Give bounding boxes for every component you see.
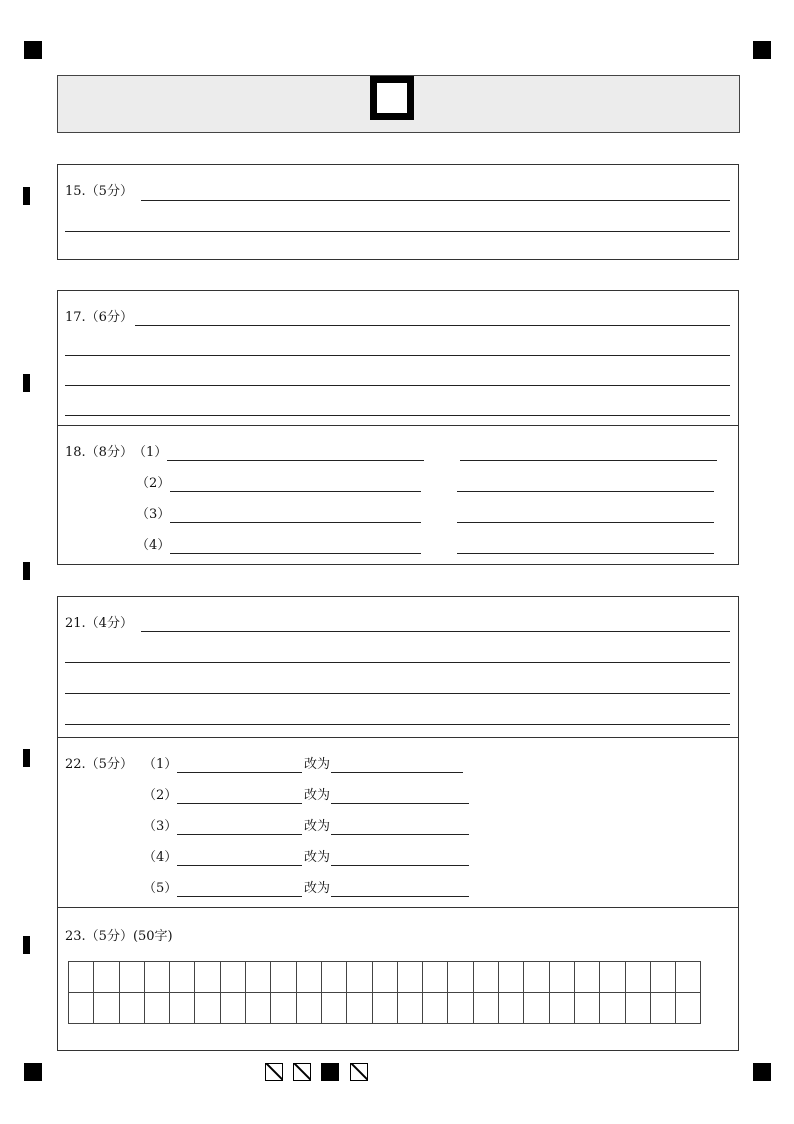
grid-cell[interactable] xyxy=(575,993,600,1024)
answer-line[interactable] xyxy=(177,803,302,804)
question-15-box xyxy=(57,164,739,260)
grid-cell[interactable] xyxy=(474,993,499,1024)
item-number: （2） xyxy=(136,476,171,491)
grid-cell[interactable] xyxy=(550,993,575,1024)
change-to-label: 改为 xyxy=(304,757,331,772)
answer-line[interactable] xyxy=(331,803,469,804)
answer-line[interactable] xyxy=(177,865,302,866)
question-22-label: 22.（5分） xyxy=(65,757,133,772)
item-number: （4） xyxy=(136,538,171,553)
grid-cell[interactable] xyxy=(626,993,651,1024)
answer-line[interactable] xyxy=(65,724,730,725)
grid-cell[interactable] xyxy=(170,993,195,1024)
item-number: （2） xyxy=(143,788,178,803)
answer-line[interactable] xyxy=(170,553,421,554)
answer-line[interactable] xyxy=(331,772,463,773)
filled-square-mark xyxy=(321,1063,339,1081)
grid-cell[interactable] xyxy=(246,962,271,993)
side-timing-mark xyxy=(23,562,30,580)
grid-cell[interactable] xyxy=(373,962,398,993)
grid-cell[interactable] xyxy=(120,993,145,1024)
grid-cell[interactable] xyxy=(221,993,246,1024)
answer-line[interactable] xyxy=(177,834,302,835)
question-21-label: 21.（4分） xyxy=(65,616,133,631)
answer-line[interactable] xyxy=(177,896,302,897)
grid-cell[interactable] xyxy=(145,962,170,993)
answer-line[interactable] xyxy=(65,385,730,386)
answer-line[interactable] xyxy=(65,231,730,232)
answer-line[interactable] xyxy=(457,553,714,554)
grid-row xyxy=(69,962,701,993)
grid-cell[interactable] xyxy=(145,993,170,1024)
grid-cell[interactable] xyxy=(524,962,549,993)
change-to-label: 改为 xyxy=(304,881,331,896)
question-18-label: 18.（8分） xyxy=(65,445,133,460)
grid-cell[interactable] xyxy=(600,962,625,993)
answer-line[interactable] xyxy=(65,662,730,663)
grid-cell[interactable] xyxy=(69,962,94,993)
grid-cell[interactable] xyxy=(322,962,347,993)
grid-cell[interactable] xyxy=(195,962,220,993)
grid-cell[interactable] xyxy=(271,962,296,993)
grid-cell[interactable] xyxy=(398,962,423,993)
change-to-label: 改为 xyxy=(304,788,331,803)
corner-mark-top-left xyxy=(24,41,42,59)
item-number: （3） xyxy=(136,507,171,522)
question-22-box xyxy=(57,737,739,908)
grid-cell[interactable] xyxy=(271,993,296,1024)
grid-cell[interactable] xyxy=(94,993,119,1024)
item-number: （3） xyxy=(143,819,178,834)
corner-mark-top-right xyxy=(753,41,771,59)
grid-cell[interactable] xyxy=(398,993,423,1024)
grid-cell[interactable] xyxy=(322,993,347,1024)
question-17-box xyxy=(57,290,739,426)
header-band xyxy=(57,75,740,133)
grid-cell[interactable] xyxy=(474,962,499,993)
grid-cell[interactable] xyxy=(221,962,246,993)
grid-cell[interactable] xyxy=(347,993,372,1024)
grid-cell[interactable] xyxy=(297,962,322,993)
grid-cell[interactable] xyxy=(423,962,448,993)
question-17-label: 17.（6分） xyxy=(65,310,133,325)
grid-cell[interactable] xyxy=(499,993,524,1024)
corner-mark-bottom-left xyxy=(24,1063,42,1081)
grid-cell[interactable] xyxy=(448,993,473,1024)
item-number: （1） xyxy=(133,445,168,460)
answer-line[interactable] xyxy=(141,631,730,632)
grid-cell[interactable] xyxy=(246,993,271,1024)
grid-cell[interactable] xyxy=(94,962,119,993)
change-to-label: 改为 xyxy=(304,819,331,834)
answer-line[interactable] xyxy=(177,772,302,773)
grid-cell[interactable] xyxy=(676,962,701,993)
grid-cell[interactable] xyxy=(297,993,322,1024)
answer-line[interactable] xyxy=(331,896,469,897)
answer-line[interactable] xyxy=(460,460,717,461)
question-21-box xyxy=(57,596,739,738)
grid-cell[interactable] xyxy=(69,993,94,1024)
item-number: （5） xyxy=(143,881,178,896)
grid-cell[interactable] xyxy=(448,962,473,993)
side-timing-mark xyxy=(23,187,30,205)
header-square-mark xyxy=(370,76,414,120)
answer-line[interactable] xyxy=(135,325,730,326)
grid-cell[interactable] xyxy=(651,962,676,993)
answer-line[interactable] xyxy=(331,834,469,835)
grid-cell[interactable] xyxy=(575,962,600,993)
grid-cell[interactable] xyxy=(120,962,145,993)
answer-line[interactable] xyxy=(65,693,730,694)
grid-cell[interactable] xyxy=(423,993,448,1024)
grid-cell[interactable] xyxy=(651,993,676,1024)
side-timing-mark xyxy=(23,374,30,392)
corner-mark-bottom-right xyxy=(753,1063,771,1081)
side-timing-mark xyxy=(23,936,30,954)
crossed-square-mark xyxy=(265,1063,283,1081)
grid-cell[interactable] xyxy=(626,962,651,993)
answer-line[interactable] xyxy=(457,522,714,523)
grid-cell[interactable] xyxy=(600,993,625,1024)
grid-cell[interactable] xyxy=(170,962,195,993)
change-to-label: 改为 xyxy=(304,850,331,865)
grid-cell[interactable] xyxy=(373,993,398,1024)
question-15-label: 15.（5分） xyxy=(65,184,133,199)
grid-row xyxy=(69,993,701,1024)
grid-cell[interactable] xyxy=(524,993,549,1024)
question-23-label: 23.（5分）(50字) xyxy=(65,929,173,944)
answer-line[interactable] xyxy=(65,415,730,416)
grid-cell[interactable] xyxy=(550,962,575,993)
question-18-box xyxy=(57,425,739,565)
answer-line[interactable] xyxy=(141,200,730,201)
crossed-square-mark xyxy=(350,1063,368,1081)
answer-line[interactable] xyxy=(170,522,421,523)
answer-line[interactable] xyxy=(167,460,424,461)
grid-cell[interactable] xyxy=(499,962,524,993)
answer-line[interactable] xyxy=(65,355,730,356)
item-number: （4） xyxy=(143,850,178,865)
answer-line[interactable] xyxy=(457,491,714,492)
answer-line[interactable] xyxy=(331,865,469,866)
crossed-square-mark xyxy=(293,1063,311,1081)
item-number: （1） xyxy=(143,757,178,772)
grid-cell[interactable] xyxy=(676,993,701,1024)
grid-cell[interactable] xyxy=(195,993,220,1024)
side-timing-mark xyxy=(23,749,30,767)
grid-cell[interactable] xyxy=(347,962,372,993)
answer-line[interactable] xyxy=(170,491,421,492)
essay-grid[interactable] xyxy=(68,961,701,1024)
